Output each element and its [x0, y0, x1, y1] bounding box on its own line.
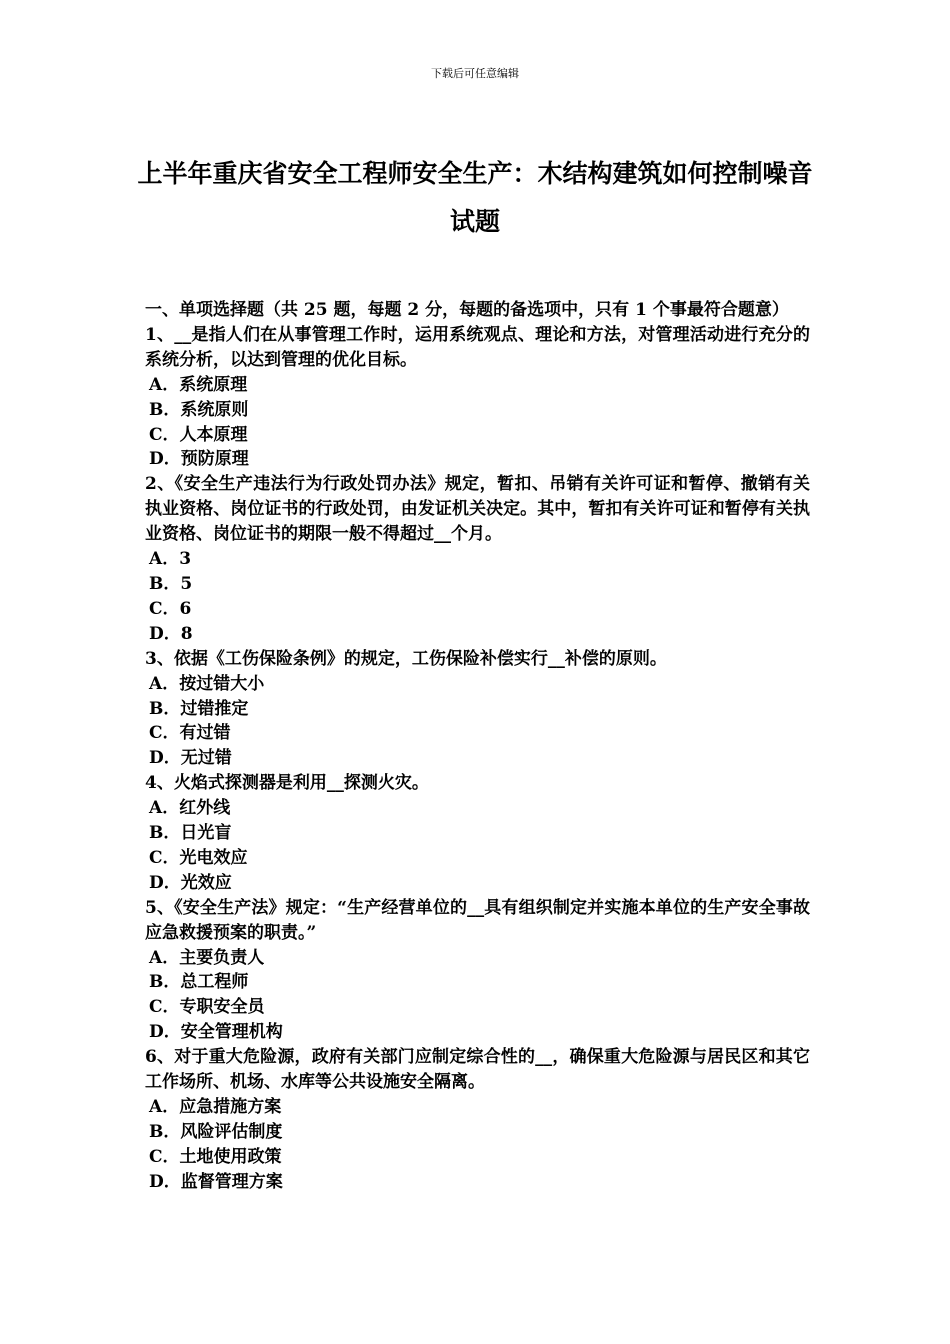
question-stem: 4、火焰式探测器是利用__探测火灾。	[145, 773, 429, 794]
question-4	[145, 771, 810, 896]
option-a: A．应急措施方案	[149, 1097, 282, 1117]
question-stem: 5、《安全生产法》规定：“生产经营单位的__具有组织制定并实施本单位的生产安全事故应急救援预案的职责。”	[145, 897, 810, 943]
option-a: A．主要负责人	[149, 947, 265, 968]
option-a: A．系统原理	[149, 374, 248, 395]
option-c: C．专职安全员	[149, 997, 265, 1018]
option-c: C．6	[149, 598, 192, 619]
option-a: A．红外线	[149, 798, 231, 819]
option-b: B．系统原则	[149, 399, 249, 420]
question-6	[145, 1045, 810, 1194]
question-stem: 3、依据《工伤保险条例》的规定，工伤保险补偿实行__补偿的原则。	[145, 648, 667, 669]
question-stem: 2、《安全生产违法行为行政处罚办法》规定，暂扣、吊销有关许可证和暂停、撤销有关执业资格、岗位证书的行政处罚，由发证机关决定。其中，暂扣有关许可证和暂停有关执业资格、岗位证书的期限一般不得超过__个月。	[145, 474, 810, 545]
question-stem: 1、__是指人们在从事管理工作时，运用系统观点、理论和方法，对管理活动进行充分的系统分析，以达到管理的优化目标。	[145, 324, 810, 370]
page-header-note: 下载后可任意编辑	[431, 67, 519, 80]
option-a: A．3	[149, 549, 192, 570]
document-body	[145, 298, 810, 1195]
option-d: D．8	[149, 623, 193, 644]
option-b: B．过错推定	[149, 698, 249, 719]
option-d: D．无过错	[149, 748, 232, 769]
option-b: B．日光盲	[149, 823, 232, 844]
question-1	[145, 323, 810, 472]
option-d: D．光效应	[149, 872, 232, 893]
option-c: C．有过错	[149, 723, 231, 744]
option-d: D．监督管理方案	[149, 1171, 283, 1192]
question-5	[145, 896, 810, 1045]
option-b: B．5	[149, 573, 193, 594]
question-stem: 6、对于重大危险源，政府有关部门应制定综合性的__，确保重大危险源与居民区和其它工作场所、机场、水库等公共设施安全隔离。	[145, 1047, 810, 1093]
option-a: A．按过错大小	[149, 673, 265, 694]
question-3	[145, 647, 810, 772]
document-title: 上半年重庆省安全工程师安全生产：木结构建筑如何控制噪音试题	[137, 159, 813, 236]
option-c: C．人本原理	[149, 424, 248, 445]
option-b: B．总工程师	[149, 972, 249, 993]
question-2	[145, 472, 810, 646]
option-d: D．安全管理机构	[149, 1022, 283, 1043]
option-b: B．风险评估制度	[149, 1121, 283, 1142]
option-c: C．土地使用政策	[149, 1146, 282, 1167]
section-heading: 一、单项选择题（共 25 题，每题 2 分，每题的备选项中，只有 1 个事最符合题意）	[145, 300, 789, 320]
option-d: D．预防原理	[149, 449, 249, 470]
option-c: C．光电效应	[149, 847, 248, 868]
